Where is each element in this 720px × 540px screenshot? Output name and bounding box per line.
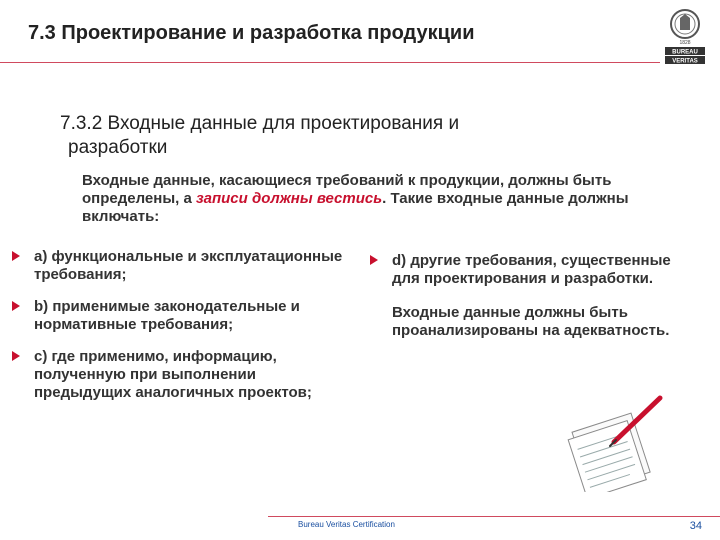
intro-emphasis: записи должны вестись [195, 190, 383, 207]
list-item [12, 248, 357, 284]
list-item-text: a) функциональные и эксплуатационные требования; [34, 248, 343, 283]
title-divider [0, 62, 660, 63]
left-bullet-list [12, 248, 357, 416]
intro-paragraph [82, 172, 642, 226]
subtitle-line-1: 7.3.2 Входные данные для проектирования и [60, 113, 460, 134]
page-title: 7.3 Проектирование и разработка продукции [28, 22, 475, 44]
papers-with-pen-icon [560, 384, 680, 492]
analysis-note: Входные данные должны быть проанализированы на адекватность. [392, 304, 670, 339]
list-item-text: c) где применимо, информацию, полученную при выполнении предыдущих аналогичных проектов; [34, 348, 312, 401]
list-item [370, 252, 680, 288]
list-item [12, 298, 357, 334]
svg-text:BUREAU: BUREAU [672, 49, 698, 56]
svg-text:VERITAS: VERITAS [672, 58, 698, 65]
page-number: 34 [689, 520, 702, 532]
list-item-text: b) применимые законодательные и нормативные требования; [34, 298, 300, 333]
footer-divider [268, 516, 720, 517]
list-item [12, 348, 357, 402]
bureau-veritas-logo [660, 8, 710, 66]
intro-text-2: . Такие входные данные должны включать: [82, 190, 629, 225]
section-subtitle [60, 112, 600, 160]
bullet-arrow-icon [12, 251, 20, 261]
bullet-arrow-icon [370, 255, 378, 265]
bullet-arrow-icon [12, 351, 20, 361]
intro-text-1: Входные данные, касающиеся требований к продукции, должны быть определены, а [82, 172, 612, 207]
list-item-text: d) другие требования, существенные для проектирования и разработки. [392, 252, 671, 287]
svg-text:1828: 1828 [679, 40, 691, 46]
bullet-arrow-icon [12, 301, 20, 311]
right-bullet-list [370, 252, 680, 340]
subtitle-line-2: разработки [68, 137, 168, 158]
footer-company: Bureau Veritas Certification [298, 520, 395, 529]
